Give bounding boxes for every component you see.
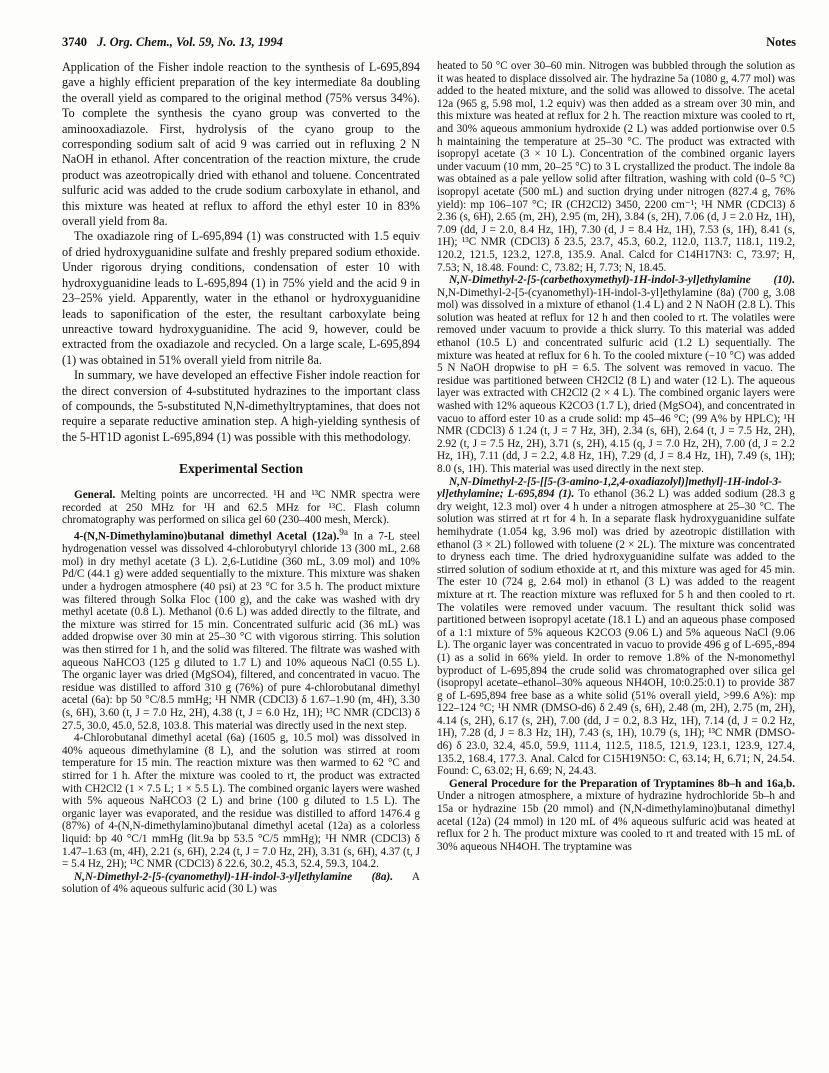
experimental-paragraph <box>62 871 420 896</box>
experimental-paragraph: heated to 50 °C over 30–60 min. Nitrogen was bubbled through the solution as it was heated to displace dissolved air. The hydrazine 5a (1080 g, 4.77 mol) was added to the heated mixture, and the solid was allowed to dissolve. The acetal 12a (965 g, 5.98 mol, 1.2 equiv) was then added as a stream over 30 min, and this mixture was heated at reflux for 2 h. The reaction mixture was cooled to rt, and 30% aqueous ammonium hydroxide (2 L) was added portionwise over 0.5 h maintaining the temperature at 25–30 °C. The product was extracted with isopropyl acetate (3 × 10 L). Concentration of the combined organic layers under vacuum (10 mm, 20–25 °C) to 3 L crystallized the product. The indole 8a was obtained as a pale yellow solid after filtration, washing with cold (0–5 °C) isopropyl acetate (500 mL) and suction drying under nitrogen (827.4 g, 76% yield): mp 106–107 °C; IR (CH2Cl2) 3450, 2200 cm⁻¹; ¹H NMR (CDCl3) δ 2.36 (s, 6H), 2.65 (m, 2H), 2.95 (m, 2H), 3.84 (s, 2H), 7.06 (d, J = 2.0 Hz, 1H), 7.09 (dd, J = 2.0, 8.4 Hz, 1H), 7.30 (d, J = 8.4 Hz, 1H), 7.53 (s, 1H), 8.41 (s, 1H); ¹³C NMR (CDCl3) δ 23.5, 23.7, 45.3, 60.2, 112.0, 113.7, 118.1, 119.2, 120.2, 121.5, 123.2, 127.8, 135.9. Anal. Calcd for C14H17N3: C, 73.97; H, 7.53; N, 18.48. Found: C, 73.82; H, 7.73; N, 18.45. <box>437 60 795 274</box>
summary-paragraph: In summary, we have developed an effective Fisher indole reaction for the direct conversion of 4-substituted hydrazines to the important class of compounds, the 5-substituted N,N-dimethyltryptamines, that does not require a separate reductive amination step. A high-yielding synthesis of the 5-HT1D agonist L-695,894 (1) was possible with this methodology. <box>62 368 420 444</box>
experimental-paragraph <box>437 274 795 476</box>
experimental-paragraph <box>62 489 420 527</box>
paragraph-title: General Procedure for the Preparation of Tryptamines 8b–h and 16a,b. <box>449 777 795 790</box>
experimental-paragraph: 4-Chlorobutanal dimethyl acetal (6a) (1605 g, 10.5 mol) was dissolved in 40% aqueous dimethylamine (8 L), and the solution was stirred at room temperature for 15 min. The reaction mixture was then warmed to 62 °C and stirred for 1 h. After the mixture was cooled to rt, the product was extracted with CH2Cl2 (1 × 7.5 L; 1 × 5.5 L). The combined organic layers were washed with 5% aqueous NaHCO3 (2 L) and brine (100 g diluted to 1.5 L). The organic layer was evaporated, and the residue was distilled to afford 1476.4 g (87%) of 4-(N,N-dimethylamino)butanal dimethyl acetal (12a) as a colorless liquid: bp 40 °C/1 mmHg (lit.9a bp 53.5 °C/5 mmHg); ¹H NMR (CDCl3) δ 1.47–1.63 (m, 4H), 2.21 (s, 6H), 2.24 (t, J = 7.0 Hz, 2H), 3.31 (s, 6H), 4.37 (t, J = 5.4 Hz, 2H); ¹³C NMR (CDCl3) δ 22.6, 30.2, 45.3, 52.4, 59.3, 104.2. <box>62 732 420 871</box>
right-column <box>437 60 795 1066</box>
body-paragraph: Application of the Fisher indole reaction to the synthesis of L-695,894 gave a highly efficient preparation of the key intermediate 8a doubling the overall yield as compared to the original method (75% versus 34%). To complete the synthesis the cyano group was converted to the aminooxadiazole. First, hydrolysis of the cyano group to the corresponding sodium salt of acid 9 was carried out in refluxing 2 N NaOH in ethanol. After concentration of the reaction mixture, the crude product was azeotropically dried with ethanol and toluene. Concentrated sulfuric acid was added to the crude sodium carboxylate in ethanol, and this mixture was heated at reflux to afford the ethyl ester 10 in 83% overall yield from 8a. <box>62 60 420 229</box>
experimental-paragraph <box>62 527 420 732</box>
paragraph-title: 4-(N,N-Dimethylamino)butanal dimethyl Acetal (12a). <box>74 530 340 543</box>
page-number: 3740 <box>62 35 87 49</box>
paragraph-title: General. <box>74 489 116 502</box>
paragraph-body: In a 7-L steel hydrogenation vessel was dissolved 4-chlorobutyryl chloride 13 (300 mL, 2.68 mol) in dry methyl acetate (3 L). 2,6-Lutidine (360 mL, 3.09 mol) and 10% Pd/C (44.1 g) were added sequentially to the mixture. This mixture was shaken under a hydrogen atmosphere (40 psi) at 23 °C for 3.5 h. The product mixture was filtered through Solka Floc (100 g), and the cake was washed with dry methyl acetate (0.8 L). Methanol (0.6 L) was added directly to the filtrate, and the mixture was stirred for 15 min. Concentrated sulfuric acid (36 mL) was added dropwise over 30 min at 25–30 °C with vigorous stirring. This solution was then stirred for 1 h, and the solid was filtered. The filtrate was washed with aqueous NaHCO3 (125 g diluted to 1.7 L) and 10% aqueous NaCl (0.55 L). The organic layer was dried (MgSO4), filtered, and concentrated in vacuo. The residue was distilled to afford 310 g (76%) of pure 4-chlorobutanal dimethyl acetal (6a): bp 50 °C/8.5 mmHg; ¹H NMR (CDCl3) δ 1.67–1.90 (m, 4H), 3.30 (s, 6H), 3.60 (t, J = 7.0 Hz, 2H), 4.38 (t, J = 6.0 Hz, 1H); ¹³C NMR (CDCl3) δ 27.5, 30.0, 45.0, 52.8, 103.8. This material was directly used in the next step. <box>62 530 420 732</box>
page-header <box>62 34 796 50</box>
paragraph-body: A solution of 4% aqueous sulfuric acid (30 L) was <box>62 870 420 896</box>
paragraph-body: To ethanol (36.2 L) was added sodium (28.3 g dry weight, 12.3 mol) over 4 h under a nitrogen atmosphere at 25–30 °C. The solution was stirred at rt for 4 h. In a separate flask hydroxyguanidine sulfate hemihydrate (1.054 kg, 3.96 mol) was dried by azeotropic distillation with ethanol (3 × 2L) followed with toluene (2 × 2L). The mixture was concentrated to dryness each time. The dried hydroxyguanidine sulfate was added to the stirred solution of sodium ethoxide at rt, and this mixture was aged for 45 min. The ester 10 (724 g, 2.64 mol) in ethanol (3 L) was added to the reagent mixture at rt. The reaction mixture was refluxed for 5 h and then cooled to rt. The volatiles were removed under vacuum. The resultant thick solid was partitioned between isopropyl acetate (18.1 L) and an aqueous phase composed of a 1:1 mixture of 5% aqueous K2CO3 (9.06 L) and 5% aqueous NaCl (9.06 L). The organic layer was concentrated in vacuo to provide 496 g of L-695,-894 (1) as a solid in 66% yield. In order to remove 1.8% of the N-monomethyl byproduct of L-695,894 the crude solid was chromatographed over silica gel (isopropyl acetate–ethanol–30% aqueous NH4OH, 10:0.25:0.1) to provide 387 g of L-695,894 free base as a white solid (51% overall yield, >99.6 A%): mp 122–124 °C; ¹H NMR (DMSO-d6) δ 2.49 (s, 6H), 2.48 (m, 2H), 2.75 (m, 2H), 4.14 (s, 2H), 6.17 (s, 2H), 7.00 (dd, J = 0.2, 8.3 Hz, 1H), 7.14 (d, J = 0.2 Hz, 1H), 7.28 (d, J = 8.3 Hz, 1H), 7.43 (s, 1H), 10.79 (s, 1H); ¹³C NMR (DMSO-d6) δ 23.0, 32.4, 45.0, 59.9, 111.4, 112.5, 118.5, 121.9, 123.1, 123.9, 127.4, 135.2, 168.4, 177.3. Anal. Calcd for C15H19N5O: C, 63.14; H, 6.71; N, 24.54. Found: C, 63.02; H, 6.69; N, 24.43. <box>437 488 795 778</box>
journal-citation: J. Org. Chem., Vol. 59, No. 13, 1994 <box>97 35 283 49</box>
experimental-paragraph <box>437 476 795 778</box>
paragraph-body: Under a nitrogen atmosphere, a mixture of hydrazine hydrochloride 5b–h and 15a or hydrazine 15b (20 mmol) and (N,N-dimethylamino)butanal dimethyl acetal (12a) (24 mmol) in 120 mL of 4% aqueous sulfuric acid was heated at reflux for 2 h. The product mixture was cooled to rt and treated with 15 mL of 30% aqueous NH4OH. The tryptamine was <box>437 790 795 853</box>
paragraph-title: N,N-Dimethyl-2-[5-(cyanomethyl)-1H-indol-3-yl]ethylamine (8a). <box>74 870 394 883</box>
paragraph-title: N,N-Dimethyl-2-[5-[[5-(3-amino-1,2,4-oxadiazolyl)]methyl]-1H-indol-3-yl]ethylamine; L-695,894 (1). <box>437 475 782 501</box>
left-column <box>62 60 420 1066</box>
section-label: Notes <box>766 35 796 49</box>
reference-marker: 9a <box>339 527 349 538</box>
experimental-paragraph <box>437 778 795 854</box>
paragraph-body: Melting points are uncorrected. ¹H and ¹³C NMR spectra were recorded at 250 MHz for ¹H and 62.5 MHz for ¹³C. Flash column chromatography was performed on silica gel 60 (230–400 mesh, Merck). <box>62 489 420 527</box>
experimental-heading: Experimental Section <box>178 461 304 477</box>
body-paragraph: The oxadiazole ring of L-695,894 (1) was constructed with 1.5 equiv of dried hydroxyguanidine sulfate and freshly prepared sodium ethoxide. Under rigorous drying conditions, condensation of ester 10 with hydroxyguanidine leads to L-695,894 (1) in 75% yield and the acid 9 in 23–25% yield. Apparently, water in the ethanol or hydroxyguanidine leads to saponification of the ester, the resultant carboxylate being unreactive toward hydroxyguanidine. The acid 9, however, could be extracted from the oxadiazole and recycled. On a large scale, L-695,894 (1) was obtained in 51% overall yield from nitrile 8a. <box>62 229 420 367</box>
paragraph-body: N,N-Dimethyl-2-[5-(cyanomethyl)-1H-indol-3-yl]ethylamine (8a) (700 g, 3.08 mol) was dissolved in a mixture of ethanol (1.4 L) and 2 N NaOH (2.8 L). This solution was heated at reflux for 12 h and then cooled to rt. The volatiles were removed under vacuum to provide a thick slurry. To this material was added ethanol (10.5 L) and concentrated sulfuric acid (1.2 L) sequentially. The mixture was heated at reflux for 6 h. To the cooled mixture (−10 °C) was added 5 N NaOH dropwise to pH = 6.5. The solvent was removed in vacuo. The residue was partitioned between CH2Cl2 (8 L) and water (12 L). The aqueous layer was extracted with CH2Cl2 (2 × 4 L). The combined organic layers were washed with 12% aqueous K2CO3 (1.7 L), dried (MgSO4), and concentrated in vacuo to afford ester 10 as a crude solid: mp 45–46 °C; (99 A% by HPLC); ¹H NMR (CDCl3) δ 1.24 (t, J = 7 Hz, 3H), 2.34 (s, 6H), 2.64 (t, J = 7.5 Hz, 2H), 2.92 (t, J = 7.5 Hz, 2H), 3.71 (s, 2H), 4.15 (q, J = 7.0 Hz, 2H), 7.00 (d, J = 2.2 Hz, 1H), 7.11 (dd, J = 2.2, 4.8 Hz, 1H), 7.29 (d, J = 8.4 Hz, 1H), 7.49 (s, 1H); 8.0 (s, 1H). This material was used directly in the next step. <box>437 286 795 475</box>
paragraph-title: N,N-Dimethyl-2-[5-(carbethoxymethyl)-1H-indol-3-yl]ethylamine (10). <box>449 274 795 287</box>
